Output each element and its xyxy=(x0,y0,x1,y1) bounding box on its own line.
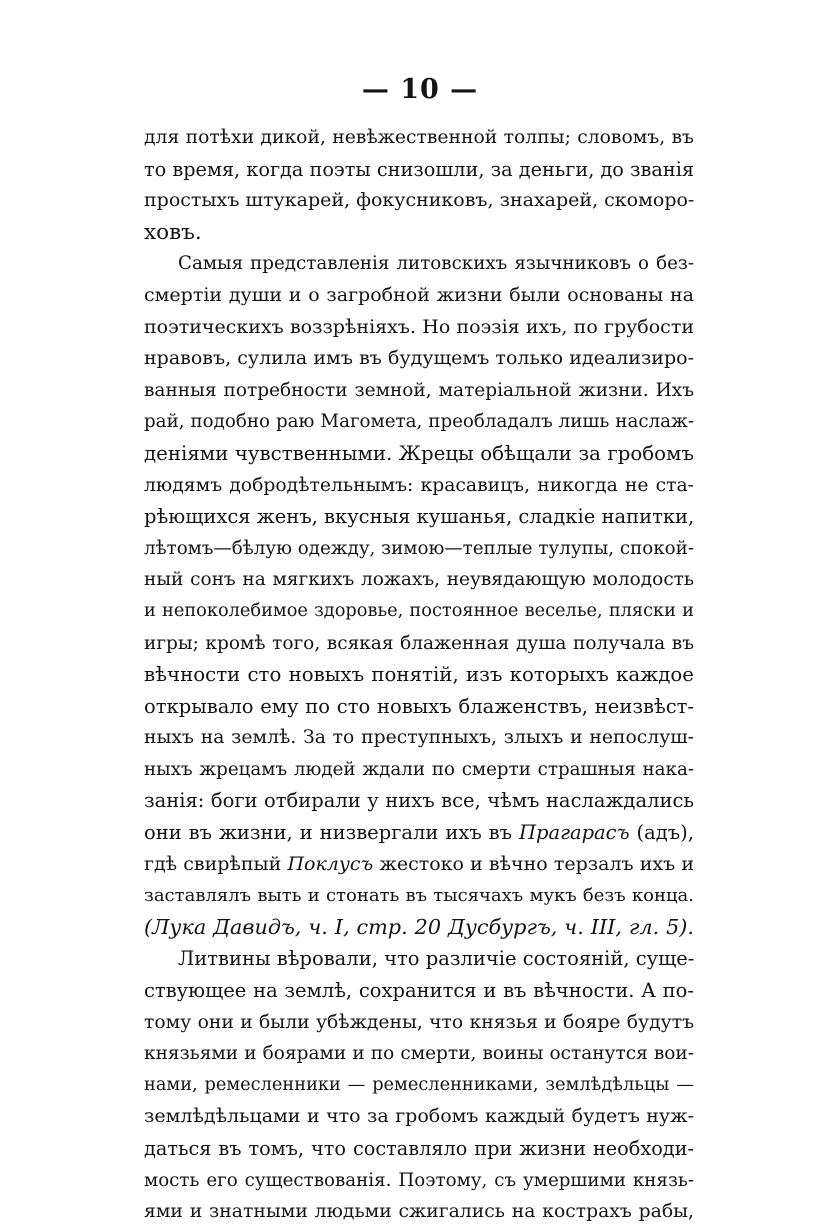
text-line: для потѣхи дикой, невѣжественной толпы; словомъ, въ xyxy=(144,127,694,148)
text-line: рай, подобно раю Магомета, преобладалъ лишь наслаж- xyxy=(144,411,694,433)
text-run: жестоко и вѣчно терзалъ ихъ и xyxy=(373,852,694,875)
paragraph-first-line: Литвины вѣровали, что различіе состояній, суще- xyxy=(178,947,694,971)
text-run: гдѣ свирѣпый xyxy=(144,852,288,875)
text-line: то время, когда поэты снизошли, за деньги, до званія xyxy=(144,157,694,181)
text-line: нравовъ, сулила имъ въ будущемъ только идеализиро- xyxy=(144,347,694,370)
text-line: поэтическихъ воззрѣніяхъ. Но поэзія ихъ, по грубости xyxy=(144,315,694,338)
text-line: лѣтомъ—бѣлую одежду, зимою—теплые тулупы, спокой- xyxy=(144,537,694,559)
citation-line: (Лука Давидъ, ч. I, стр. 20 Дусбургъ, ч. III, гл. 5). xyxy=(144,914,694,939)
text-line: заставлялъ выть и стонать въ тысячахъ мукъ безъ конца. xyxy=(144,885,694,907)
body-text xyxy=(144,122,694,1228)
text-run: (адъ), xyxy=(629,821,694,845)
text-line: открывало ему по сто новыхъ блаженствъ, неизвѣст- xyxy=(144,694,694,718)
text-line xyxy=(144,849,694,881)
text-line: и непоколебимое здоровье, постоянное веселье, пляски и xyxy=(144,600,694,621)
text-line xyxy=(144,817,694,849)
text-line: ванныя потребности земной, матеріальной жизни. Ихъ xyxy=(144,379,694,401)
text-line: тому они и были убѣждены, что князья и бояре будутъ xyxy=(144,1011,694,1033)
text-line: деніями чувственными. Жрецы обѣщали за гробомъ xyxy=(144,441,694,465)
page-number: — 10 — xyxy=(361,74,479,105)
text-line: простыхъ штукарей, фокусниковъ, знахарей, скоморо- xyxy=(144,189,694,212)
paragraph-first-line: Самыя представленія литовскихъ язычниковъ о без- xyxy=(178,253,694,275)
text-line: ховъ. xyxy=(144,219,202,245)
text-line: вѣчности сто новыхъ понятій, изъ которыхъ каждое xyxy=(144,663,694,687)
text-line: даться въ томъ, что составляло при жизни необходи- xyxy=(144,1137,694,1160)
text-line: смертіи души и о загробной жизни были основаны на xyxy=(144,283,694,306)
text-line: мость его существованія. Поэтому, съ умершими князь- xyxy=(144,1169,694,1191)
text-run: они въ жизни, и низвергали ихъ въ xyxy=(144,821,519,845)
text-line: ныхъ жрецамъ людей ждали по смерти страшныя нака- xyxy=(144,758,694,780)
text-line: князьями и боярами и по смерти, воины останутся вои- xyxy=(144,1043,694,1065)
text-line: занія: боги отбирали у нихъ все, чѣмъ наслаждались xyxy=(144,789,694,813)
text-line: ями и знатными людьми сжигались на кострахъ рабы, xyxy=(144,1201,694,1223)
text-line: ный сонъ на мягкихъ ложахъ, неувядающую молодость xyxy=(144,569,694,591)
italic-term: Поклусъ xyxy=(287,852,374,875)
text-line: рѣющихся женъ, вкусныя кушанья, сладкіе напитки, xyxy=(144,505,694,529)
text-line: людямъ добродѣтельнымъ: красавицъ, никогда не ста- xyxy=(144,474,694,496)
text-line: землѣдѣльцами и что за гробомъ каждый будетъ нуж- xyxy=(144,1105,694,1128)
text-line: ныхъ на землѣ. За то преступныхъ, злыхъ и непослуш- xyxy=(144,727,694,749)
text-line: ствующее на землѣ, сохранится и въ вѣчности. А по- xyxy=(144,979,694,1003)
text-line: игры; кромѣ того, всякая блаженная душа получала въ xyxy=(144,632,694,654)
text-line: нами, ремесленники — ремесленниками, землѣдѣльцы — xyxy=(144,1074,694,1095)
italic-term: Прагарасъ xyxy=(518,821,630,845)
